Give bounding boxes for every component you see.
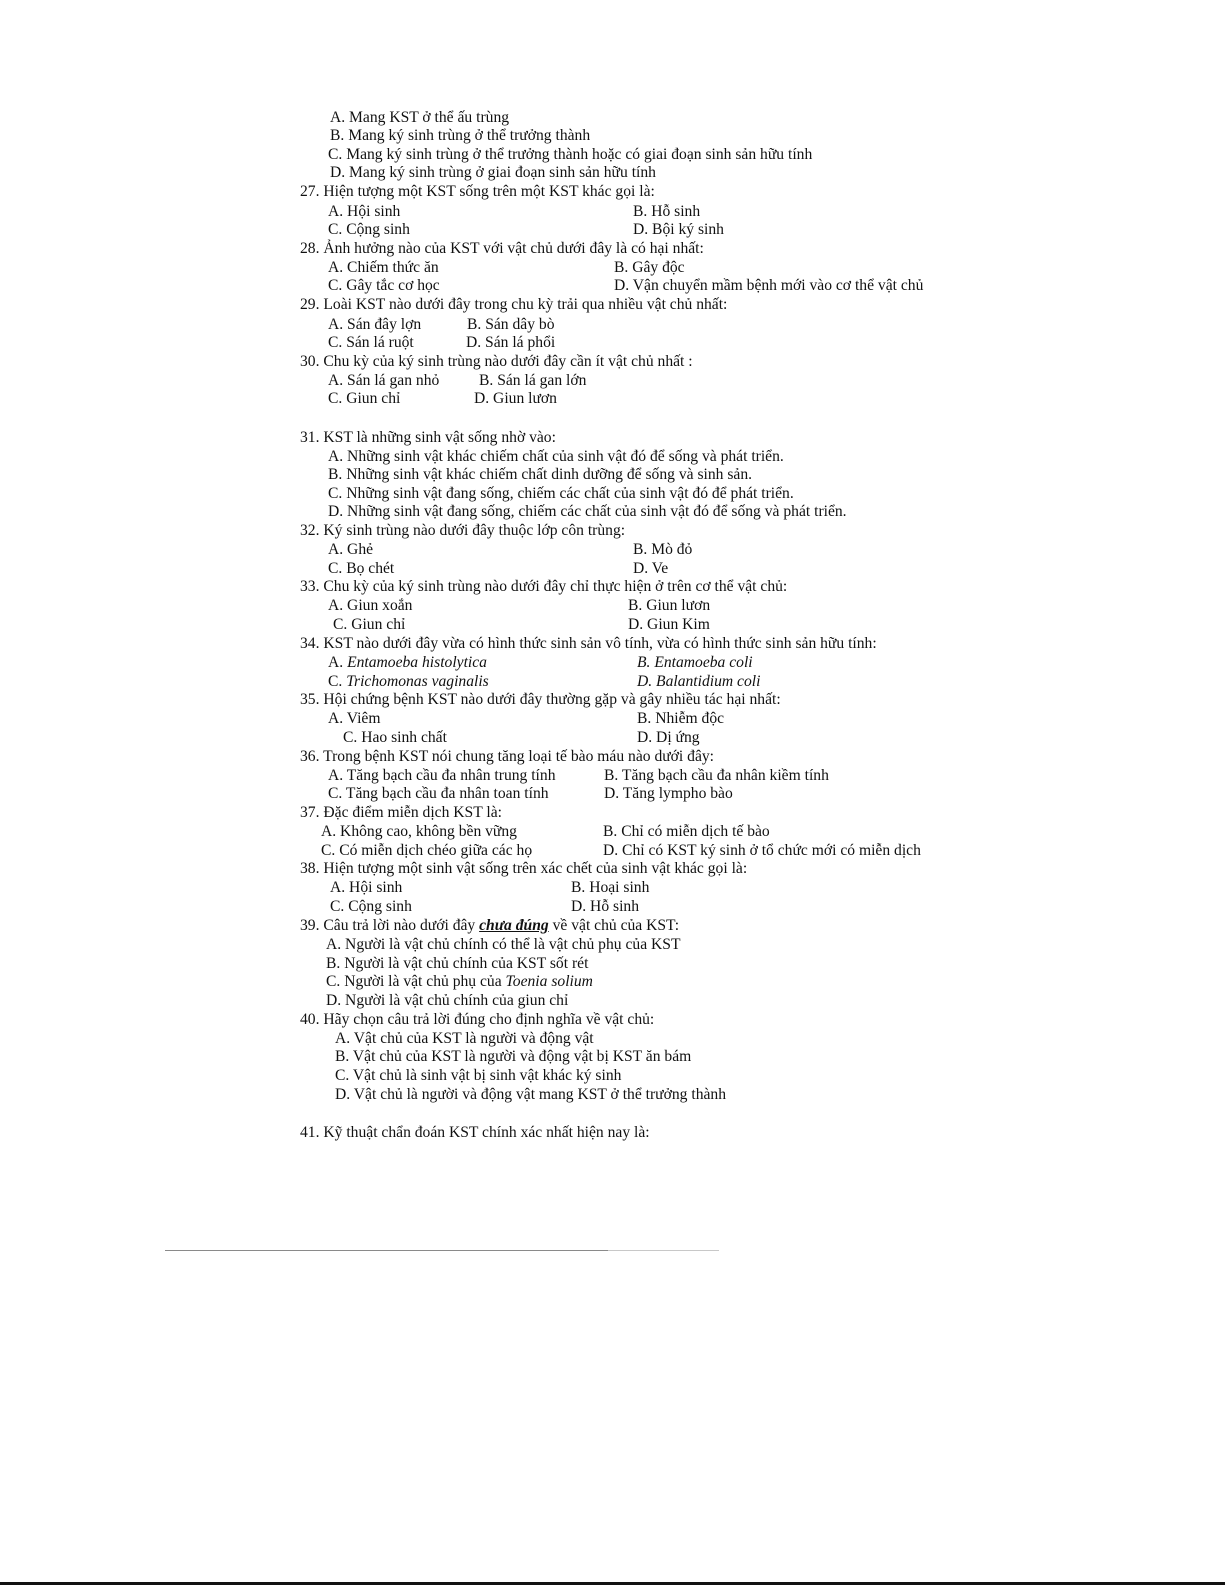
- q40-option-a: A. Vật chủ của KST là người và động vật: [335, 1030, 594, 1047]
- q28-option-c: C. Gây tắc cơ học: [328, 277, 440, 294]
- q34-option-c-species: Trichomonas vaginalis: [346, 673, 489, 690]
- q39-question-pre: 39. Câu trả lời nào dưới đây: [300, 917, 476, 934]
- q37-option-c: C. Có miễn dịch chéo giữa các họ: [321, 842, 533, 859]
- q31-question: 31. KST là những sinh vật sống nhờ vào:: [300, 429, 556, 446]
- q36-option-b: B. Tăng bạch cầu đa nhân kiềm tính: [604, 767, 829, 784]
- q39-option-b: B. Người là vật chủ chính của KST sốt rét: [326, 955, 589, 972]
- q27-option-b: B. Hỗ sinh: [633, 203, 701, 220]
- q38-option-c: C. Cộng sinh: [330, 898, 412, 915]
- q27-option-a: A. Hội sinh: [328, 203, 401, 220]
- q32-option-b: B. Mò đỏ: [633, 541, 693, 558]
- q33-option-d: D. Giun Kim: [628, 616, 710, 633]
- q33-option-a: A. Giun xoắn: [328, 597, 413, 614]
- q34-option-a-prefix: A.: [328, 654, 344, 671]
- q31-option-d: D. Những sinh vật đang sống, chiếm các chất của sinh vật đó để sống và phát triển.: [328, 503, 847, 520]
- q39-option-c-species: Toenia solium: [505, 973, 593, 990]
- q34-option-a-species: Entamoeba histolytica: [347, 654, 487, 671]
- q28-option-b: B. Gây độc: [614, 259, 685, 276]
- q29-question: 29. Loài KST nào dưới đây trong chu kỳ trải qua nhiều vật chủ nhất:: [300, 296, 728, 313]
- q34-question: 34. KST nào dưới đây vừa có hình thức sinh sản vô tính, vừa có hình thức sinh sản hữu tính:: [300, 635, 877, 652]
- q40-option-b: B. Vật chủ của KST là người và động vật bị KST ăn bám: [335, 1048, 692, 1065]
- q27-option-d: D. Bội ký sinh: [633, 221, 724, 238]
- q39-option-a: A. Người là vật chủ chính có thể là vật chủ phụ của KST: [326, 936, 681, 953]
- q39-question: [300, 917, 679, 935]
- q26-option-b: B. Mang ký sinh trùng ở thể trưởng thành: [330, 127, 591, 144]
- q35-option-c: C. Hao sinh chất: [343, 729, 447, 746]
- q35-option-a: A. Viêm: [328, 710, 381, 727]
- q34-option-b: B. Entamoeba coli: [637, 654, 753, 671]
- q40-option-c: C. Vật chủ là sinh vật bị sinh vật khác ký sinh: [335, 1067, 622, 1084]
- q39-option-d: D. Người là vật chủ chính của giun chỉ: [326, 992, 569, 1009]
- q30-option-a: A. Sán lá gan nhỏ: [328, 372, 440, 389]
- q32-question: 32. Ký sinh trùng nào dưới đây thuộc lớp côn trùng:: [300, 522, 626, 539]
- q34-option-d: D. Balantidium coli: [637, 673, 761, 690]
- q31-option-b: B. Những sinh vật khác chiếm chất dinh dưỡng để sống và sinh sản.: [328, 466, 753, 483]
- q30-option-b: B. Sán lá gan lớn: [479, 372, 587, 389]
- q36-question: 36. Trong bệnh KST nói chung tăng loại tế bào máu nào dưới đây:: [300, 748, 715, 765]
- q37-question: 37. Đặc điểm miễn dịch KST là:: [300, 804, 502, 821]
- q29-option-a: A. Sán đây lợn: [328, 316, 422, 333]
- q35-option-b: B. Nhiễm độc: [637, 710, 725, 727]
- q28-question: 28. Ảnh hưởng nào của KST với vật chủ dưới đây là có hại nhất:: [300, 240, 704, 257]
- q39-question-emphasis: chưa đúng: [479, 917, 549, 934]
- q36-option-d: D. Tăng lympho bào: [604, 785, 733, 802]
- q40-option-d: D. Vật chủ là người và động vật mang KST ở thể trưởng thành: [335, 1086, 727, 1103]
- q34-option-c: [328, 673, 489, 691]
- q33-option-c: C. Giun chỉ: [333, 616, 406, 633]
- q37-option-b: B. Chỉ có miễn dịch tế bào: [603, 823, 770, 840]
- q26-option-a: A. Mang KST ở thể ấu trùng: [330, 109, 510, 126]
- q29-option-d: D. Sán lá phổi: [466, 334, 556, 351]
- q35-question: 35. Hội chứng bệnh KST nào dưới đây thường gặp và gây nhiều tác hại nhất:: [300, 691, 781, 708]
- q35-option-d: D. Dị ứng: [637, 729, 700, 746]
- q34-option-c-prefix: C.: [328, 673, 343, 690]
- q40-question: 40. Hãy chọn câu trả lời đúng cho định nghĩa về vật chủ:: [300, 1011, 655, 1028]
- q30-option-c: C. Giun chỉ: [328, 390, 401, 407]
- q41-question: 41. Kỹ thuật chẩn đoán KST chính xác nhất hiện nay là:: [300, 1124, 650, 1141]
- q28-option-d: D. Vận chuyển mầm bệnh mới vào cơ thể vật chủ: [614, 277, 924, 294]
- q38-option-b: B. Hoại sinh: [571, 879, 650, 896]
- q39-option-c-text: C. Người là vật chủ phụ của: [326, 973, 502, 990]
- q33-question: 33. Chu kỳ của ký sinh trùng nào dưới đây chỉ thực hiện ở trên cơ thể vật chủ:: [300, 578, 788, 595]
- q32-option-c: C. Bọ chét: [328, 560, 395, 577]
- footer-divider-faint: [608, 1250, 719, 1251]
- q31-option-a: A. Những sinh vật khác chiếm chất của sinh vật đó để sống và phát triển.: [328, 448, 784, 465]
- q38-option-d: D. Hỗ sinh: [571, 898, 640, 915]
- q39-question-post: về vật chủ của KST:: [552, 917, 680, 934]
- q37-option-a: A. Không cao, không bền vững: [321, 823, 517, 840]
- q29-option-c: C. Sán lá ruột: [328, 334, 414, 351]
- q33-option-b: B. Giun lươn: [628, 597, 711, 614]
- q26-option-c: C. Mang ký sinh trùng ở thể trưởng thành hoặc có giai đoạn sinh sản hữu tính: [328, 146, 813, 163]
- q26-option-d: D. Mang ký sinh trùng ở giai đoạn sinh sản hữu tính: [330, 164, 656, 181]
- q31-option-c: C. Những sinh vật đang sống, chiếm các chất của sinh vật đó để phát triển.: [328, 485, 794, 502]
- q27-option-c: C. Cộng sinh: [328, 221, 410, 238]
- q38-question: 38. Hiện tượng một sinh vật sống trên xác chết của sinh vật khác gọi là:: [300, 860, 748, 877]
- q38-option-a: A. Hội sinh: [330, 879, 403, 896]
- q27-question: 27. Hiện tượng một KST sống trên một KST khác gọi là:: [300, 183, 655, 200]
- q30-question: 30. Chu kỳ của ký sinh trùng nào dưới đây cần ít vật chủ nhất :: [300, 353, 693, 370]
- q37-option-d: D. Chỉ có KST ký sinh ở tổ chức mới có miễn dịch: [603, 842, 921, 859]
- q36-option-c: C. Tăng bạch cầu đa nhân toan tính: [328, 785, 549, 802]
- footer-divider: [165, 1250, 608, 1251]
- q36-option-a: A. Tăng bạch cầu đa nhân trung tính: [328, 767, 556, 784]
- q32-option-d: D. Ve: [633, 560, 669, 577]
- q29-option-b: B. Sán dây bò: [467, 316, 555, 333]
- q32-option-a: A. Ghẻ: [328, 541, 374, 558]
- q34-option-a: [328, 654, 487, 672]
- q30-option-d: D. Giun lươn: [474, 390, 557, 407]
- q28-option-a: A. Chiếm thức ăn: [328, 259, 439, 276]
- q39-option-c: [326, 973, 593, 991]
